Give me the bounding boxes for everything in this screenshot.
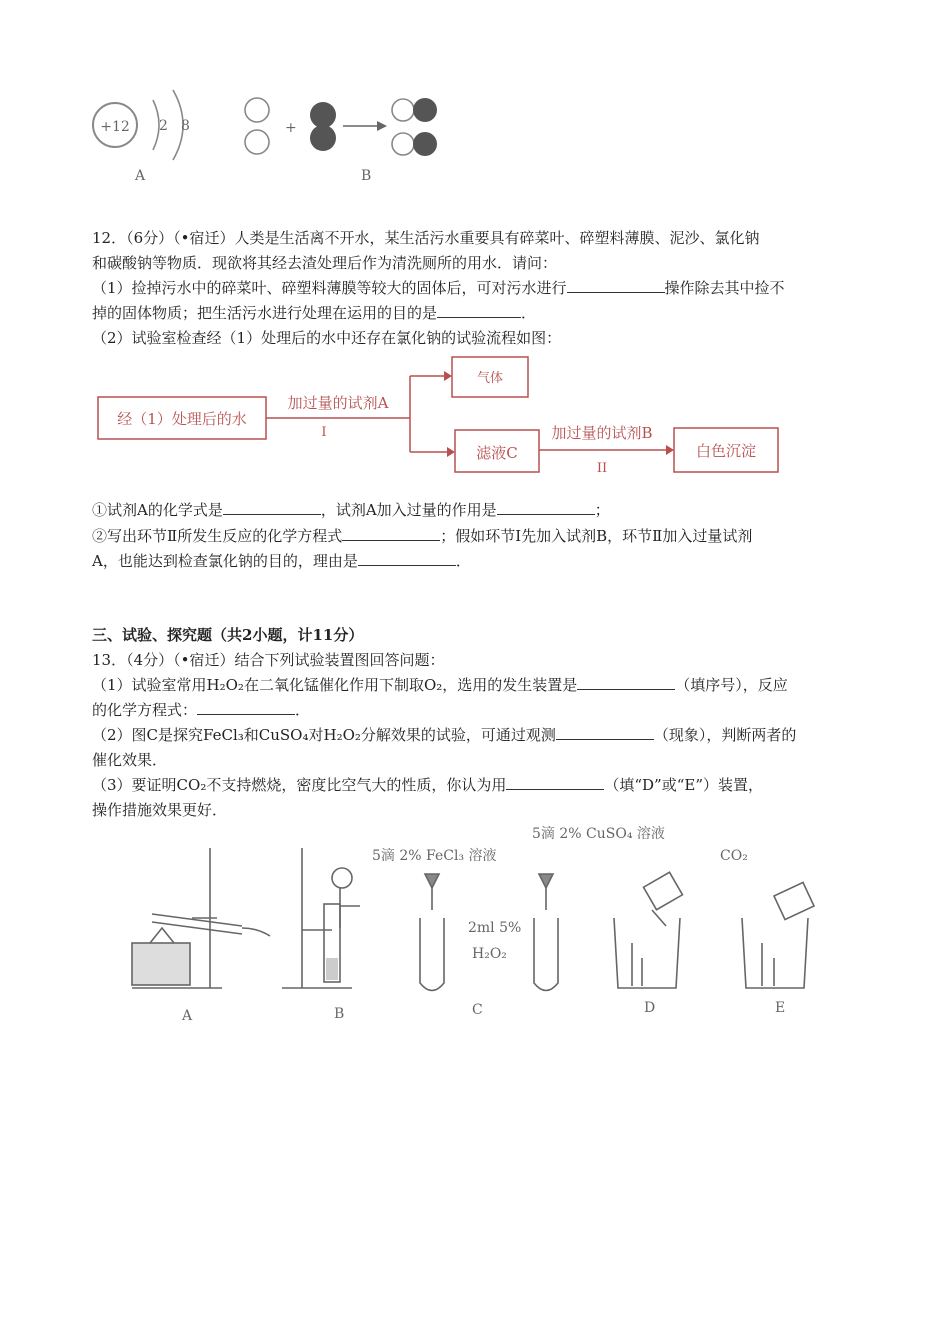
label-d: D xyxy=(644,1000,656,1016)
q13-line4: （2）图C是探究FeCl₃和CuSO₄对H₂O₂分解效果的试验，可通过观测 （现象），判断两者的 xyxy=(92,726,797,744)
flow-step2-label: II xyxy=(596,461,608,476)
label-fecl3: 5滴 2% FeCl₃ 溶液 xyxy=(372,848,497,864)
nucleus-charge: +12 xyxy=(100,119,130,135)
top-figure xyxy=(85,88,465,188)
q13-line1: 13．（4分）（•宿迁）结合下列试验装置图回答问题： xyxy=(92,651,445,669)
flow-gas-label: 气体 xyxy=(476,371,504,386)
molecule-reaction-diagram xyxy=(245,98,437,184)
apparatus-b xyxy=(282,848,360,988)
q12-sub2: ②写出环节Ⅱ所发生反应的化学方程式 ；假如环节Ⅰ先加入试剂B，环节Ⅱ加入过量试剂 xyxy=(92,527,753,545)
answer-blank-equation-2[interactable] xyxy=(197,700,295,715)
answer-blank-purpose-a[interactable] xyxy=(497,500,595,515)
q13-line7: 操作措施效果更好． xyxy=(92,801,228,819)
label-b: B xyxy=(334,1006,345,1022)
q13-line2: （1）试验室常用H₂O₂在二氧化锰催化作用下制取O₂，选用的发生装置是 （填序号），反应 xyxy=(92,676,788,694)
apparatus-e xyxy=(742,882,814,988)
label-a: A xyxy=(182,1008,193,1024)
label-cuso4: 5滴 2% CuSO₄ 溶液 xyxy=(532,826,665,842)
q12-line2: 和碳酸钠等物质．现欲将其经去渣处理后作为清洗厕所的用水．请问： xyxy=(92,254,558,272)
apparatus-a xyxy=(132,848,270,988)
label-h2o2-volume: 2ml 5% xyxy=(468,920,522,936)
shell2-count: 8 xyxy=(181,118,190,134)
apparatus-d xyxy=(614,872,682,988)
q12-part1-text-end: 操作除去其中捡不 xyxy=(664,279,785,297)
q12-line3 xyxy=(92,278,785,298)
apparatus-figure xyxy=(92,818,864,1028)
q12-line4: 掉的固体物质；把生活污水进行处理在运用的目的是 ． xyxy=(92,304,537,322)
q12-sub3: A，也能达到检查氯化钠的目的，理由是 ． xyxy=(92,552,471,570)
answer-blank-phenomenon[interactable] xyxy=(556,725,654,740)
q13-line3: 的化学方程式： ． xyxy=(92,701,311,719)
flow-filtrate-label: 滤液C xyxy=(476,444,518,462)
section3-heading: 三、试验、探究题（共2小题，计11分） xyxy=(92,626,364,644)
flow-reagent-a-label: 加过量的试剂A xyxy=(287,394,389,412)
flow-reagent-b-label: 加过量的试剂B xyxy=(551,424,653,442)
answer-blank-formula-a[interactable] xyxy=(223,500,321,515)
flow-step1-label: I xyxy=(321,425,327,440)
answer-blank-purpose[interactable] xyxy=(437,303,521,318)
q12-purpose-text: 掉的固体物质；把生活污水进行处理在运用的目的是 xyxy=(92,304,438,322)
answer-blank-equation[interactable] xyxy=(342,526,440,541)
label-c: C xyxy=(472,1002,483,1018)
answer-blank-d-or-e[interactable] xyxy=(506,775,604,790)
answer-blank-reason[interactable] xyxy=(358,551,456,566)
answer-blank-apparatus[interactable] xyxy=(577,675,675,690)
atom-structure-diagram xyxy=(93,90,190,184)
flow-precipitate-label: 白色沉淀 xyxy=(695,442,757,460)
q12-part1-text: （1）捡掉污水中的碎菜叶、碎塑料薄膜等较大的固体后，可对污水进行 xyxy=(92,279,567,297)
q12-line5: （2）试验室检查经（1）处理后的水中还存在氯化钠的试验流程如图： xyxy=(92,329,562,347)
shell1-count: 2 xyxy=(159,118,168,134)
figure-label-b: B xyxy=(361,168,372,184)
plus-sign: + xyxy=(285,120,297,136)
q12-sub1: ①试剂A的化学式是 ，试剂A加入过量的作用是 ； xyxy=(92,501,610,519)
label-h2o2: H₂O₂ xyxy=(472,946,507,962)
q12-line1: 12．（6分）（•宿迁）人类是生活离不开水，某生活污水重要具有碎菜叶、碎塑料薄膜、泥沙、氯化钠 xyxy=(92,229,760,247)
q13-line6: （3）要证明CO₂不支持燃烧，密度比空气大的性质，你认为用 （填“D”或“E”）装置， xyxy=(92,776,763,794)
figure-label-a: A xyxy=(135,168,146,184)
flow-start-label: 经（1）处理后的水 xyxy=(117,410,247,428)
label-co2: CO₂ xyxy=(720,848,748,864)
q13-line5: 催化效果． xyxy=(92,751,168,769)
flow-chart xyxy=(92,352,792,482)
answer-blank-operation[interactable] xyxy=(567,278,665,293)
label-e: E xyxy=(775,1000,786,1016)
